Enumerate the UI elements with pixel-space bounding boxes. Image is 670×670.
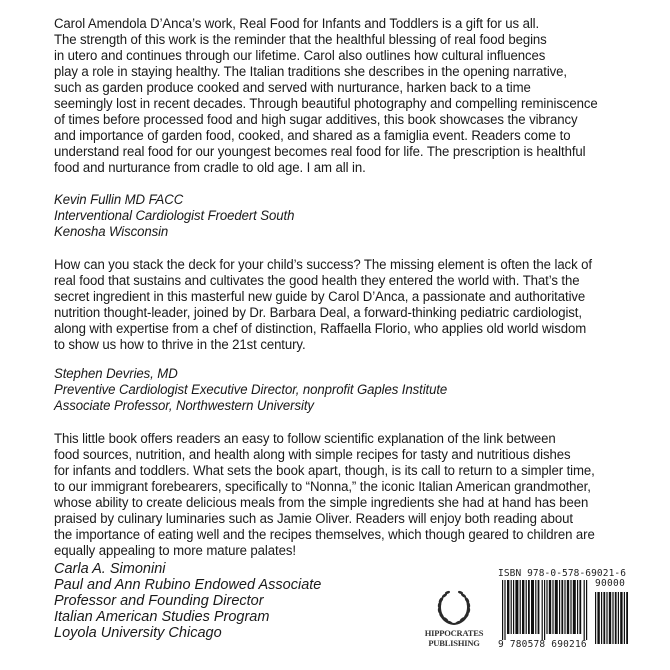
publisher-name-line2: PUBLISHING [428, 638, 480, 648]
text-line: nutrition thought-leader, joined by Dr. Barbara Deal, a forward-thinking pediatric cardiologist, [54, 305, 582, 321]
isbn-barcode [494, 568, 634, 654]
signature-name: Stephen Devries, MD [54, 366, 178, 382]
text-line: along with expertise from a chef of distinction, Raffaella Florio, who applies old world wisdom [54, 321, 587, 337]
text-line: to our immigrant forebearers, specifically to “Nonna,” the iconic Italian American grandmother, [54, 479, 591, 495]
text-line: Carol Amendola D’Anca’s work, Real Food for Infants and Toddlers is a gift for us all. [54, 16, 540, 32]
text-line: This little book offers readers an easy to follow scientific explanation of the link between [54, 431, 556, 447]
text-line: such as garden produce cooked and served with nurturance, harken back to a time [54, 80, 531, 96]
endorsement-2-signature [54, 366, 654, 414]
paragraph-gap [54, 353, 654, 366]
text-line: praised by culinary luminaries such as Jamie Oliver. Readers will enjoy both reading about [54, 511, 573, 527]
publisher-logo [418, 588, 490, 648]
text-line: real food that sustains and cultivates the good health they entered the world with. That’s the [54, 273, 580, 289]
endorsement-3-signature [54, 561, 321, 641]
text-line: How can you stack the deck for your child’s success? The missing element is often the lack of [54, 257, 592, 273]
signature-name: Kevin Fullin MD FACC [54, 192, 184, 208]
text-line: seemingly lost in recent decades. Through beautiful photography and compelling reminiscence [54, 96, 598, 112]
signature-title: Professor and Founding Director [54, 593, 264, 609]
text-line: understand real food for our youngest becomes real food for life. The prescription is healthful [54, 144, 586, 160]
text-line: whose ability to create delicious meals from the simple ingredients she had at hand has been [54, 495, 589, 511]
signature-affiliation: Associate Professor, Northwestern University [54, 398, 314, 414]
signature-title: Interventional Cardiologist Froedert South [54, 208, 295, 224]
laurel-wreath-icon [434, 588, 474, 628]
text-line: food and nurturance from cradle to old age. I am all in. [54, 160, 366, 176]
isbn-label: ISBN 978-0-578-69021-6 [498, 568, 627, 579]
signature-location: Kenosha Wisconsin [54, 224, 169, 240]
text-line: the importance of eating well and the recipes themselves, which though geared to children are [54, 527, 595, 543]
text-line: equally appealing to more mature palates! [54, 543, 296, 559]
text-line: in utero and continues through our lifetime. Carol also outlines how cultural influences [54, 48, 546, 64]
text-line: to show us how to thrive in the 21st century. [54, 337, 306, 353]
endorsement-2-body [54, 257, 654, 353]
text-line: play a role in staying healthy. The Italian traditions she describes in the opening narrative, [54, 64, 567, 80]
text-line: and importance of garden food, cooked, and shared as a famiglia event. Readers come to [54, 128, 571, 144]
text-line: secret ingredient in this masterful new guide by Carol D’Anca, a passionate and authoritative [54, 289, 586, 305]
text-line: for infants and toddlers. What sets the book apart, though, is its call to return to a simpler time, [54, 463, 595, 479]
barcode-addon-bars-icon [595, 592, 629, 644]
price-code: 90000 [595, 578, 626, 589]
barcode-bars-icon [502, 580, 588, 640]
endorsement-3-body [54, 431, 654, 559]
endorsement-1-body [54, 16, 654, 176]
signature-university: Loyola University Chicago [54, 625, 222, 641]
signature-program: Italian American Studies Program [54, 609, 270, 625]
publisher-name-line1: HIPPOCRATES [424, 628, 484, 638]
signature-name: Carla A. Simonini [54, 561, 166, 577]
paragraph-gap [54, 414, 654, 431]
signature-title: Preventive Cardiologist Executive Director, nonprofit Gaples Institute [54, 382, 448, 398]
text-line: food sources, nutrition, and health along with simple recipes for tasty and nutritious dishes [54, 447, 571, 463]
signature-title: Paul and Ann Rubino Endowed Associate [54, 577, 322, 593]
back-cover-text [54, 16, 654, 559]
paragraph-gap [54, 240, 654, 256]
text-line: The strength of this work is the reminder that the healthful blessing of real food begins [54, 32, 547, 48]
endorsement-1-signature [54, 192, 654, 240]
paragraph-gap [54, 176, 654, 192]
text-line: of times before processed food and high sugar additives, this book showcases the vibrancy [54, 112, 578, 128]
ean-digits: 9 780578 690216 [498, 639, 587, 650]
